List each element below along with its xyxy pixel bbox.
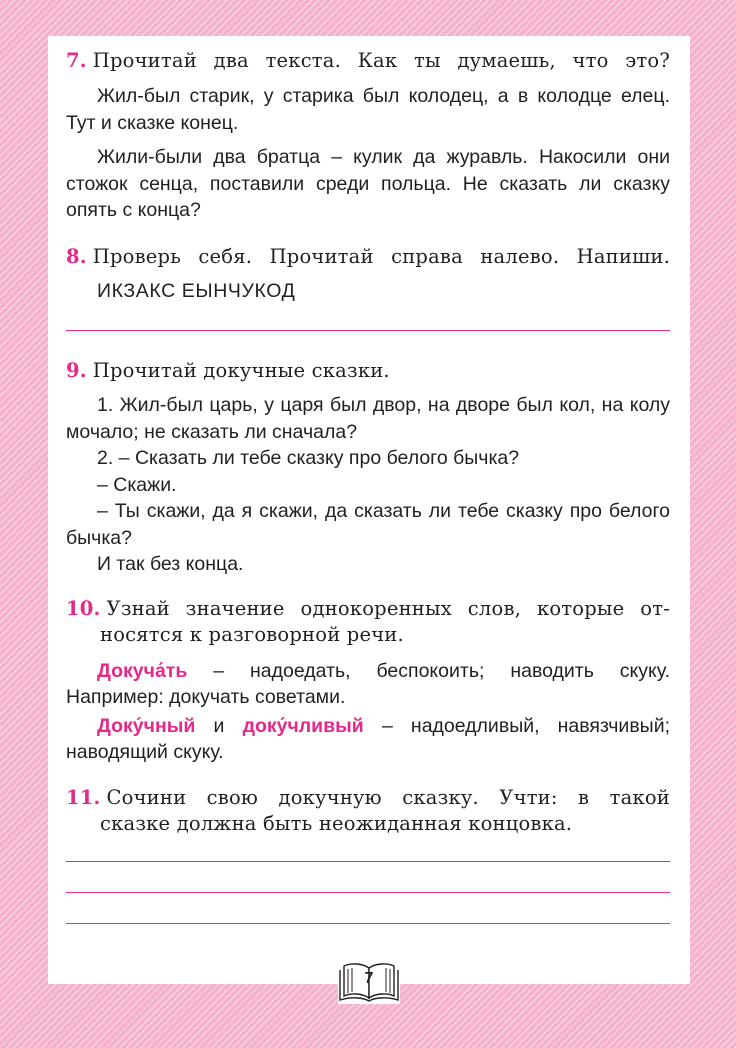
task-number: 8. xyxy=(66,244,87,268)
task-9-line-3: – Скажи. xyxy=(97,473,177,496)
task-number: 7. xyxy=(66,49,87,72)
task-8-heading xyxy=(66,244,670,270)
definition-text: – надоедливый, навязчивый; наводящий скуку. xyxy=(66,714,671,763)
task-7-text-2: Жили-были два братца – кулик да журавль. Накосили они стожок сенца, поставили среди польца. Не сказать ли сказку опять с конца? xyxy=(66,146,670,221)
term-dokuchlivy: доку́чливый xyxy=(242,714,364,737)
task-7-heading xyxy=(66,48,670,74)
definition-text: – надоедать, беспокоить; наводить скуку. Например: докучать советами. xyxy=(66,659,670,708)
task-8-heading-text: Проверь себя. Прочитай справа налево. Напиши. xyxy=(92,244,670,268)
task-10-definition-1 xyxy=(66,658,670,711)
task-7-text-1: Жил-был старик, у старика был колодец, а в колодце елец. Тут и сказке конец. xyxy=(66,85,670,134)
page-number-badge xyxy=(338,960,400,1004)
task-10-definition-2 xyxy=(66,713,670,766)
term-dokuchat: Докуча́ть xyxy=(97,659,188,682)
task-7-heading-text: Прочитай два текста. Как ты думаешь, что это? xyxy=(92,49,670,72)
task-9-line-2: 2. – Сказать ли тебе сказку про белого бычка? xyxy=(97,447,520,469)
answer-line[interactable] xyxy=(66,861,670,862)
task-9 xyxy=(66,358,670,578)
answer-line[interactable] xyxy=(66,330,670,331)
task-10 xyxy=(66,596,670,766)
task-8 xyxy=(66,244,670,332)
answer-line[interactable] xyxy=(66,892,670,893)
task-11-heading-continuation: сказке должна быть неожиданная концовка. xyxy=(100,811,573,835)
conjunction: и xyxy=(195,714,243,737)
task-11 xyxy=(66,785,670,924)
task-9-line-1: 1. Жил-был царь, у царя был двор, на дворе был кол, на колу мочало; не сказать ли сначала? xyxy=(66,394,670,443)
task-9-heading xyxy=(66,358,670,384)
task-number: 10. xyxy=(66,596,101,620)
page-content xyxy=(66,46,670,924)
task-9-line-5: И так без конца. xyxy=(97,553,244,575)
task-10-heading-text: Узнай значение однокоренных слов, которые от- xyxy=(106,596,670,620)
task-10-heading-continuation: носятся к разговорной речи. xyxy=(100,622,404,646)
task-9-heading-text: Прочитай докучные сказки. xyxy=(92,359,390,382)
page-sheet xyxy=(48,36,690,987)
task-11-heading-text: Сочини свою докучную сказку. Учти: в такой xyxy=(106,785,670,809)
task-10-heading xyxy=(66,596,670,648)
task-8-code: ИКЗАКС ЕЫНЧУКОД xyxy=(97,279,296,302)
task-number: 11. xyxy=(66,785,101,809)
page-number: 7 xyxy=(364,970,374,987)
task-number: 9. xyxy=(66,359,87,382)
answer-line[interactable] xyxy=(66,923,670,924)
task-7 xyxy=(66,48,670,224)
task-11-heading xyxy=(66,785,670,837)
task-9-line-4: – Ты скажи, да я скажи, да сказать ли тебе сказку про белого бычка? xyxy=(66,500,670,549)
term-dokuchny: Доку́чный xyxy=(97,714,196,737)
